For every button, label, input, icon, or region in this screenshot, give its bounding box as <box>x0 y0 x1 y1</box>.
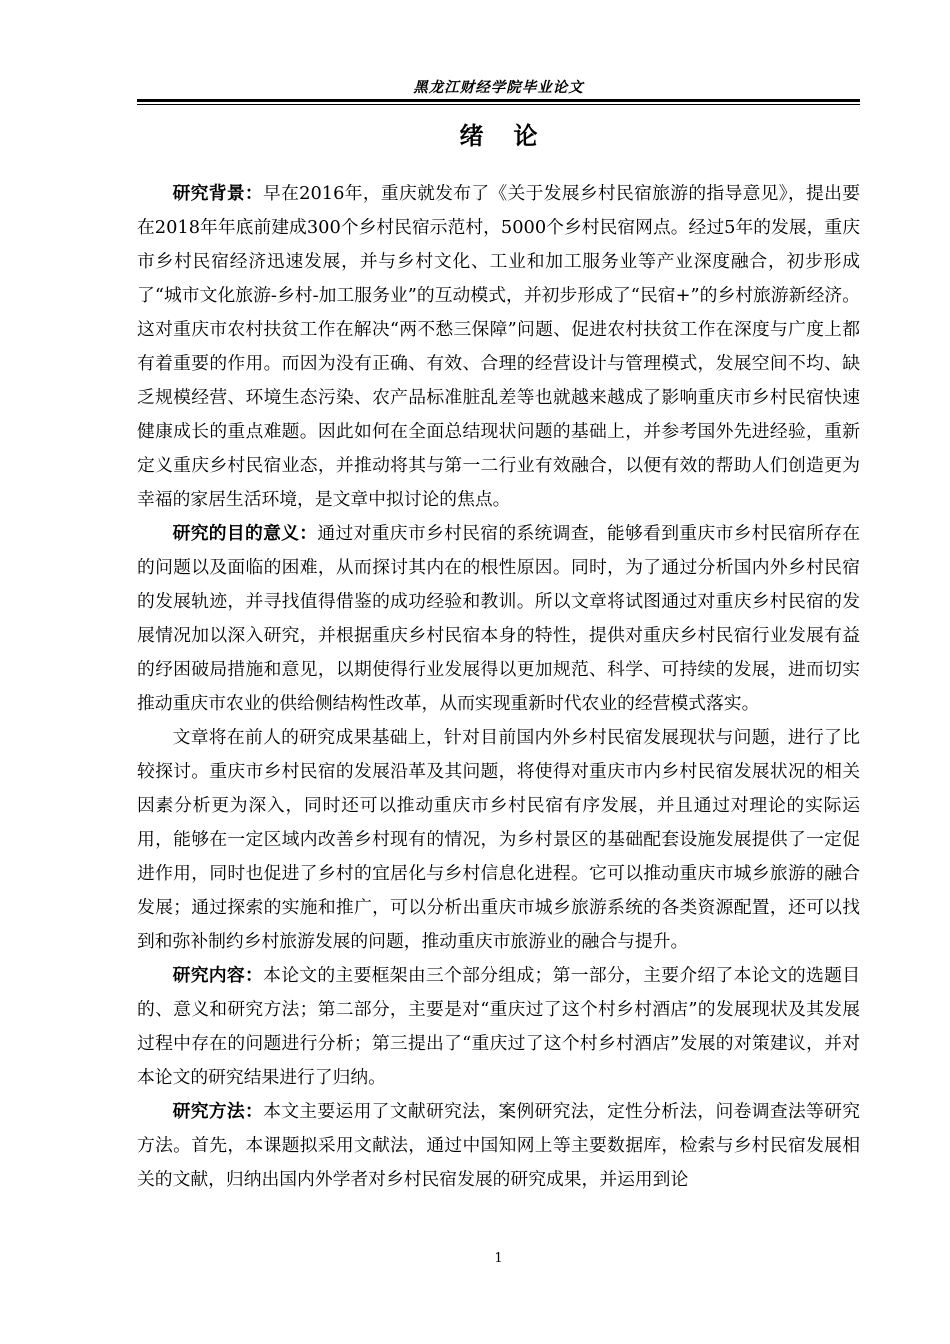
body-text <box>137 177 860 1197</box>
paragraph-research-content <box>137 959 860 1095</box>
paragraph-lead: 研究背景： <box>172 183 264 204</box>
header-rule-thin <box>137 104 860 105</box>
chapter-title: 绪论 <box>459 122 568 150</box>
paragraph-text: 通过对重庆市乡村民宿的系统调查，能够看到重庆市乡村民宿所存在的问题以及面临的困难，从而探讨其内在的根性原因。同时，为了通过分析国内外乡村民宿的发展轨迹，并寻找值得借鉴的成功经验和教训。所以文章将试图通过对重庆乡村民宿的发展情况加以深入研究，并根据重庆乡村民宿本身的特性，提供对重庆乡村民宿行业发展有益的纾困破局措施和意见，以期使得行业发展得以更加规范、科学、可持续的发展，进而切实推动重庆市农业的供给侧结构性改革，从而实现重新时代农业的经营模式落实。 <box>137 523 860 714</box>
paragraph-text: 本文主要运用了文献研究法，案例研究法，定性分析法，问卷调查法等研究方法。首先，本课题拟采用文献法，通过中国知网上等主要数据库，检索与乡村民宿发展相关的文献，归纳出国内外学者对乡村民宿发展的研究成果，并运用到论 <box>137 1101 860 1190</box>
paragraph-text: 早在2016年，重庆就发布了《关于发展乡村民宿旅游的指导意见》，提出要在2018年年底前建成300个乡村民宿示范村，5000个乡村民宿网点。经过5年的发展，重庆市乡村民宿经济迅速发展，并与乡村文化、工业和加工服务业等产业深度融合，初步形成了“城市文化旅游-乡村-加工服务业”的互动模式，并初步形成了“民宿+”的乡村旅游新经济。这对重庆市农村扶贫工作在解决“两不愁三保障”问题、促进农村扶贫工作在深度与广度上都有着重要的作用。而因为没有正确、有效、合理的经营设计与管理模式，发展空间不均、缺乏规模经营、环境生态污染、农产品标准脏乱差等也就越来越成了影响重庆市乡村民宿快速健康成长的重点难题。因此如何在全面总结现状问题的基础上，并参考国外先进经验，重新定义重庆乡村民宿业态，并推动将其与第一二行业有效融合，以便有效的帮助人们创造更为幸福的家居生活环境，是文章中拟讨论的焦点。 <box>137 183 860 510</box>
paragraph-lead: 研究方法： <box>172 1101 264 1122</box>
page-number: 1 <box>494 1251 503 1266</box>
running-header: 黑龙江财经学院毕业论文 <box>413 79 584 96</box>
paragraph-text: 文章将在前人的研究成果基础上，针对目前国内外乡村民宿发展现状与问题，进行了比较探讨。重庆市乡村民宿的发展沿革及其问题，将使得对重庆市内乡村民宿发展状况的相关因素分析更为深入，同时还可以推动重庆市乡村民宿有序发展，并且通过对理论的实际运用，能够在一定区域内改善乡村现有的情况，为乡村景区的基础配套设施发展提供了一定促进作用，同时也促进了乡村的宜居化与乡村信息化进程。它可以推动重庆市城乡旅游的融合发展；通过探索的实施和推广，可以分析出重庆市城乡旅游系统的各类资源配置，还可以找到和弥补制约乡村旅游发展的问题，推动重庆市旅游业的融合与提升。 <box>137 727 860 952</box>
paragraph-research-purpose <box>137 517 860 721</box>
paragraph-text: 本论文的主要框架由三个部分组成；第一部分，主要介绍了本论文的选题目的、意义和研究方法；第二部分，主要是对“重庆过了这个村乡村酒店”的发展现状及其发展过程中存在的问题进行分析；第三提出了“重庆过了这个村乡村酒店”发展的对策建议，并对本论文的研究结果进行了归纳。 <box>137 965 860 1088</box>
paragraph-research-background <box>137 177 860 517</box>
paragraph-lead: 研究内容： <box>172 965 264 986</box>
paragraph-lead: 研究的目的意义： <box>172 523 318 544</box>
paragraph-research-basis <box>137 721 860 959</box>
header-rule-thick <box>137 99 860 102</box>
paragraph-research-methods <box>137 1095 860 1197</box>
